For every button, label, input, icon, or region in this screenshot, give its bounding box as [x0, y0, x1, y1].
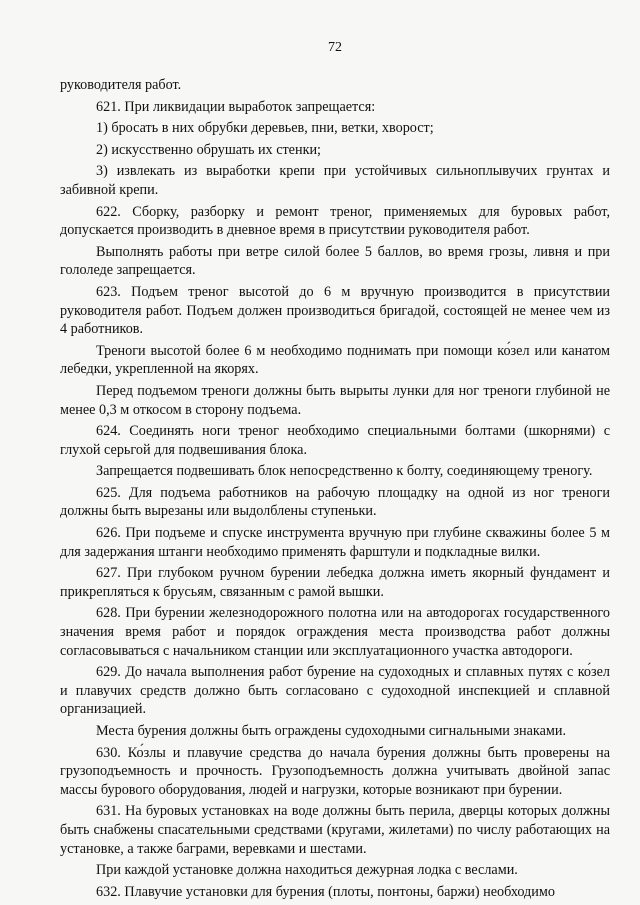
paragraph: 632. Плавучие установки для бурения (плоты, понтоны, баржи) необходимо [96, 883, 555, 900]
page-number: 72 [328, 40, 342, 55]
paragraph: Перед подъемом треноги должны быть вырыты лунки для ног треноги глубиной не менее 0,3 м откосом в сторону подъема. [60, 382, 610, 418]
paragraph: Треноги высотой более 6 м необходимо поднимать при помощи ко́зел или канатом лебедки, укрепленной на якорях. [60, 342, 610, 378]
paragraph: Запрещается подвешивать блок непосредственно к болту, соединяющему треногу. [96, 463, 593, 480]
paragraph: 629. До начала выполнения работ бурение на судоходных и сплавных путях с ко́зел и плавучих средств должно быть согласовано с судоходной инспекцией и сплавной организацией. [60, 664, 610, 718]
paragraph: 623. Подъем треног высотой до 6 м вручную производится в присутствии руководителя работ. Подъем должен производиться бригадой, состоящей не менее чем из 4 работников. [60, 283, 610, 338]
paragraph: руководителя работ. [60, 77, 182, 93]
document-body [60, 76, 610, 901]
paragraph: 622. Сборку, разборку и ремонт треног, применяемых для буровых работ, допускается производить в дневное время в присутствии руководителя работ. [60, 203, 610, 239]
paragraph: 627. При глубоком ручном бурении лебедка должна иметь якорный фундамент и прикрепляться к брусьям, связанным с рамой вышки. [60, 565, 610, 600]
paragraph: 631. На буровых установках на воде должны быть перила, дверцы которых должны быть снабжены спасательными средствами (кругами, жилетами) по числу работающих на установке, а также баграми, веревками и шестами. [60, 803, 610, 857]
paragraph: 628. При бурении железнодорожного полотна или на автодорогах государственного значения время работ и порядок ограждения места производства работ должны согласовываться с начальником станции или эксплуатационного участка автодороги. [60, 605, 610, 659]
paragraph: 3) извлекать из выработки крепи при устойчивых сильноплывучих грунтах и забивной крепи. [60, 163, 610, 198]
paragraph: 626. При подъеме и спуске инструмента вручную при глубине скважины более 5 м для задержания штанги необходимо применять фарштули и подкладные вилки. [60, 525, 610, 560]
paragraph: 625. Для подъема работников на рабочую площадку на одной из ног треноги должны быть вырезаны или выдолблены ступеньки. [60, 484, 610, 520]
paragraph: 1) бросать в них обрубки деревьев, пни, ветки, хворост; [96, 120, 434, 137]
paragraph: 624. Соединять ноги треног необходимо специальными болтами (шкорнями) с глухой серьгой для подвешивания блока. [60, 423, 610, 458]
paragraph: 621. При ликвидации выработок запрещается: [96, 98, 376, 115]
paragraph: Места бурения должны быть ограждены судоходными сигнальными знаками. [96, 723, 567, 739]
paragraph: При каждой установке должна находиться дежурная лодка с веслами. [96, 862, 518, 879]
paragraph: Выполнять работы при ветре силой более 5 баллов, во время грозы, ливня и при гололеде запрещается. [60, 243, 610, 279]
paragraph: 2) искусственно обрушать их стенки; [96, 141, 322, 158]
paragraph: 630. Ко́злы и плавучие средства до начала бурения должны быть проверены на грузоподъемность и прочность. Грузоподъемность должна учитывать двойной запас массы бурового оборудования, людей и нагрузки, которые возникают при бурении. [60, 744, 610, 798]
